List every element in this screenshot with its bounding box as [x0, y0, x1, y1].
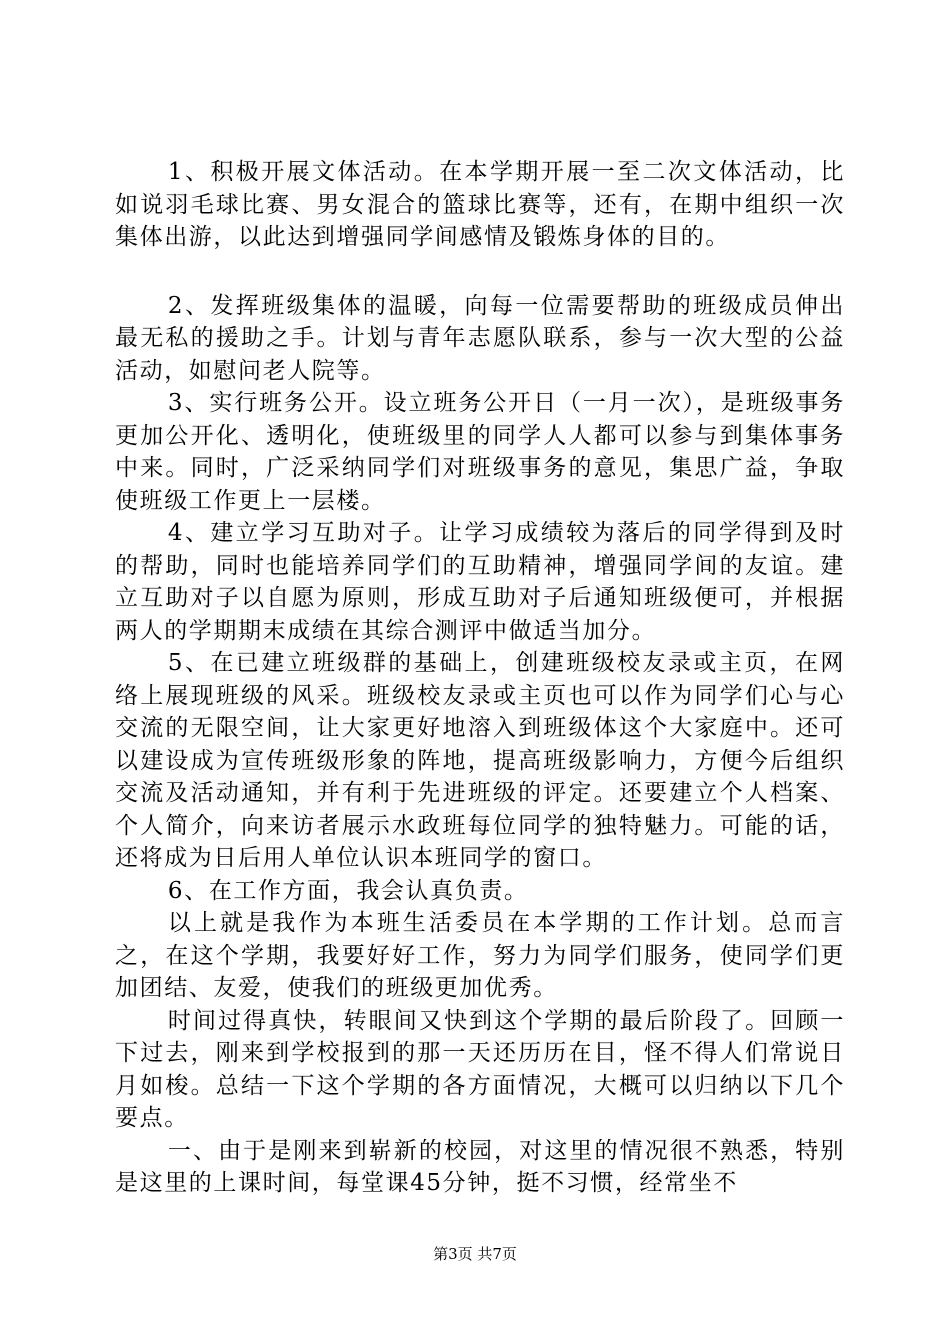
paragraph-8: 时间过得真快，转眼间又快到这个学期的最后阶段了。回顾一下过去，刚来到学校报到的那一天还历历在目，怪不得人们常说日月如梭。总结一下这个学期的各方面情况，大概可以归纳以下几个要点。 [115, 1007, 845, 1131]
paragraph-1: 1、积极开展文体活动。在本学期开展一至二次文体活动，比如说羽毛球比赛、男女混合的篮球比赛等，还有，在期中组织一次集体出游，以此达到增强同学间感情及锻炼身体的目的。 [115, 159, 845, 250]
paragraph-4: 4、建立学习互助对子。让学习成绩较为落后的同学得到及时的帮助，同时也能培养同学们的互助精神，增强同学间的友谊。建立互助对子以自愿为原则，形成互助对子后通知班级便可，并根据两人的学期期末成绩在其综合测评中做适当加分。 [115, 520, 845, 644]
paragraph-2: 2、发挥班级集体的温暖，向每一位需要帮助的班级成员伸出最无私的援助之手。计划与青年志愿队联系，参与一次大型的公益活动，如慰问老人院等。 [115, 292, 845, 384]
paragraph-7: 以上就是我作为本班生活委员在本学期的工作计划。总而言之，在这个学期，我要好好工作，努力为同学们服务，使同学们更加团结、友爱，使我们的班级更加优秀。 [115, 910, 845, 1001]
paragraph-6: 6、在工作方面，我会认真负责。 [167, 877, 529, 904]
document-body [115, 156, 845, 1200]
paragraph-3: 3、实行班务公开。设立班务公开日（一月一次），是班级事务更加公开化、透明化，使班级里的同学人人都可以参与到集体事务中来。同时，广泛采纳同学们对班级事务的意见，集思广益，争取使班级工作更上一层楼。 [115, 390, 845, 514]
paragraph-5: 5、在已建立班级群的基础上，创建班级校友录或主页，在网络上展现班级的风采。班级校友录或主页也可以作为同学们心与心交流的无限空间，让大家更好地溶入到班级体这个大家庭中。还可以建设成为宣传班级形象的阵地，提高班级影响力，方便今后组织交流及活动通知，并有利于先进班级的评定。还要建立个人档案、个人简介，向来访者展示水政班每位同学的独特魅力。可能的话，还将成为日后用人单位认识本班同学的窗口。 [115, 650, 845, 871]
paragraph-9: 一、由于是刚来到崭新的校园，对这里的情况很不熟悉，特别是这里的上课时间，每堂课45分钟，挺不习惯，经常坐不 [115, 1137, 845, 1196]
page-number-footer: 第3页 共7页 [433, 1245, 517, 1263]
